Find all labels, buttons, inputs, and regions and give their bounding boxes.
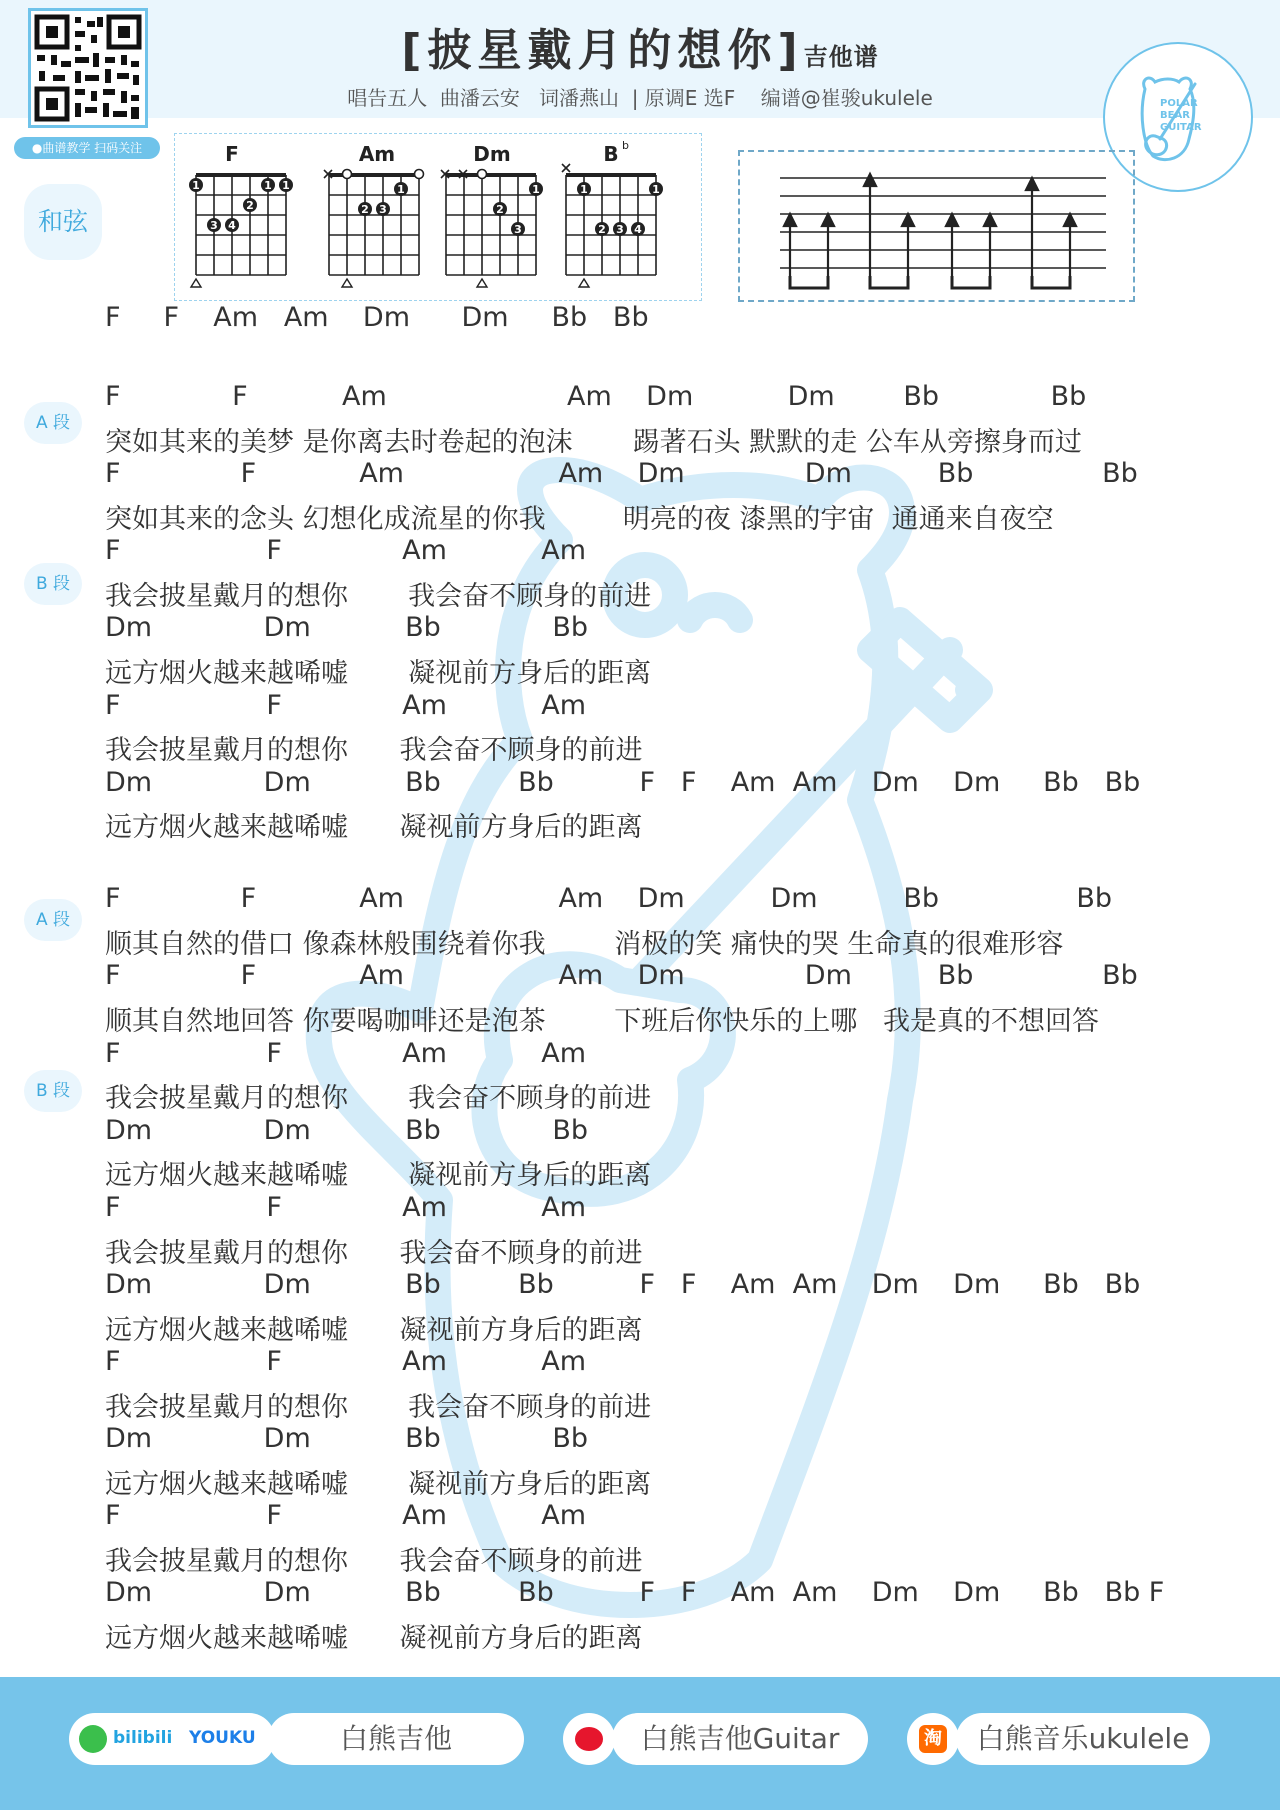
- score-line: 我会披星戴月的想你 我会奋不顾身的前进: [105, 735, 643, 766]
- taobao-icon: 淘: [919, 1725, 947, 1753]
- score-line: 我会披星戴月的想你 我会奋不顾身的前进: [105, 1238, 643, 1269]
- svg-text:4: 4: [634, 223, 642, 236]
- score-line: 远方烟火越来越唏嘘 凝视前方身后的距离: [105, 1469, 652, 1500]
- score-line: F F Am Am: [105, 1192, 587, 1223]
- chord-name-am: Am: [358, 142, 396, 166]
- svg-text:3: 3: [514, 223, 522, 236]
- score-line: 顺其自然的借口 像森林般围绕着你我 消极的笑 痛快的哭 生命真的很难形容: [105, 929, 1064, 960]
- section-label-a: A 段: [24, 899, 82, 941]
- score-line: 突如其来的美梦 是你离去时卷起的泡沫 踢著石头 默默的走 公车从旁擦身而过: [105, 427, 1082, 458]
- page-title: [0, 14, 1280, 78]
- score-line: F F Am Am Dm Dm Bb Bb: [105, 883, 1113, 914]
- wechat-icon: [79, 1725, 107, 1753]
- qr-caption: [14, 137, 160, 159]
- score-line: Dm Dm Bb Bb: [105, 1115, 589, 1146]
- score-line: 远方烟火越来越唏嘘 凝视前方身后的距离: [105, 1623, 643, 1654]
- score-line: Dm Dm Bb Bb: [105, 612, 589, 643]
- chords-label: 和弦: [24, 184, 102, 260]
- score-line: Dm Dm Bb Bb F F Am Am Dm Dm Bb Bb: [105, 767, 1141, 798]
- account-pill-1[interactable]: 白熊吉他: [268, 1713, 524, 1765]
- svg-text:2: 2: [598, 223, 606, 236]
- score-line: F F Am Am Dm Dm Bb Bb: [105, 302, 649, 333]
- score-line: 远方烟火越来越唏嘘 凝视前方身后的距离: [105, 658, 652, 689]
- score-line: 我会披星戴月的想你 我会奋不顾身的前进: [105, 1546, 643, 1577]
- logo-text-line: BEAR: [1160, 110, 1190, 121]
- score-line: F F Am Am: [105, 690, 587, 721]
- svg-text:1: 1: [652, 183, 660, 196]
- svg-text:1: 1: [397, 183, 405, 196]
- score-line: 我会披星戴月的想你 我会奋不顾身的前进: [105, 1083, 652, 1114]
- svg-text:2: 2: [496, 203, 504, 216]
- svg-text:3: 3: [616, 223, 624, 236]
- svg-text:2: 2: [361, 203, 369, 216]
- song-title: [披星戴月的想你]: [401, 25, 804, 76]
- score-line: 我会披星戴月的想你 我会奋不顾身的前进: [105, 581, 652, 612]
- score-line: 远方烟火越来越唏嘘 凝视前方身后的距离: [105, 1315, 643, 1346]
- score-line: F F Am Am: [105, 1038, 587, 1069]
- account-pill-2[interactable]: 白熊吉他Guitar: [612, 1713, 868, 1765]
- section-label-a: A 段: [24, 402, 82, 444]
- chord-name-f: F: [225, 142, 239, 166]
- score-line: Dm Dm Bb Bb F F Am Am Dm Dm Bb Bb F: [105, 1577, 1165, 1608]
- section-label-b: B 段: [24, 1070, 82, 1112]
- qr-caption-text: 曲谱教学 扫码关注: [42, 141, 143, 155]
- taobao-icon-pill[interactable]: [907, 1713, 959, 1765]
- score-line: Dm Dm Bb Bb: [105, 1423, 589, 1454]
- chord-flat-sign: b: [622, 139, 629, 152]
- svg-text:3: 3: [210, 219, 218, 232]
- svg-text:1: 1: [532, 183, 540, 196]
- logo-text-line: GUITAR: [1160, 122, 1202, 133]
- svg-text:3: 3: [379, 203, 387, 216]
- score-line: 顺其自然地回答 你要喝咖啡还是泡茶 下班后你快乐的上哪 我是真的不想回答: [105, 1006, 1099, 1037]
- chord-am: [324, 142, 424, 287]
- strum-pattern: [738, 150, 1135, 302]
- song-credits: 唱告五人 曲潘云安 词潘燕山 | 原调E 选F 编谱@崔骏ukulele: [347, 86, 933, 110]
- bilibili-icon: bilibili: [113, 1728, 173, 1748]
- chord-name-bb: B: [603, 142, 619, 166]
- chord-name-dm: Dm: [473, 142, 511, 166]
- score-line: F F Am Am: [105, 1346, 587, 1377]
- section-label-b: B 段: [24, 563, 82, 605]
- svg-text:1: 1: [580, 183, 588, 196]
- youku-icon: YOUKU: [189, 1728, 256, 1748]
- logo-text-line: POLAR: [1160, 98, 1198, 109]
- chord-bb: [562, 139, 663, 287]
- weibo-icon-pill[interactable]: [563, 1713, 615, 1765]
- score-line: F F Am Am: [105, 1500, 587, 1531]
- score-line: 我会披星戴月的想你 我会奋不顾身的前进: [105, 1392, 652, 1423]
- score-line: F F Am Am Dm Dm Bb Bb: [105, 960, 1138, 991]
- score-line: F F Am Am: [105, 535, 587, 566]
- account-pill-3[interactable]: 白熊音乐ukulele: [956, 1713, 1210, 1765]
- svg-text:1: 1: [282, 179, 290, 192]
- score-line: 远方烟火越来越唏嘘 凝视前方身后的距离: [105, 1160, 652, 1191]
- dot-icon: ●: [31, 141, 43, 155]
- svg-text:4: 4: [228, 219, 236, 232]
- chord-dm: [441, 142, 543, 287]
- logo-text: [1160, 98, 1202, 134]
- score-line: F F Am Am Dm Dm Bb Bb: [105, 381, 1087, 412]
- score-line: Dm Dm Bb Bb F F Am Am Dm Dm Bb Bb: [105, 1269, 1141, 1300]
- score-line: 突如其来的念头 幻想化成流星的你我 明亮的夜 漆黑的宇宙 通通来自夜空: [105, 504, 1054, 535]
- score-line: F F Am Am Dm Dm Bb Bb: [105, 458, 1138, 489]
- svg-text:1: 1: [192, 179, 200, 192]
- svg-text:2: 2: [246, 199, 254, 212]
- chord-f: [189, 142, 293, 287]
- weibo-icon: [575, 1727, 603, 1751]
- title-suffix: 吉他谱: [803, 43, 879, 71]
- chord-diagrams: [174, 133, 702, 301]
- svg-text:1: 1: [264, 179, 272, 192]
- platform-icons[interactable]: [69, 1713, 275, 1765]
- score-line: 远方烟火越来越唏嘘 凝视前方身后的距离: [105, 812, 643, 843]
